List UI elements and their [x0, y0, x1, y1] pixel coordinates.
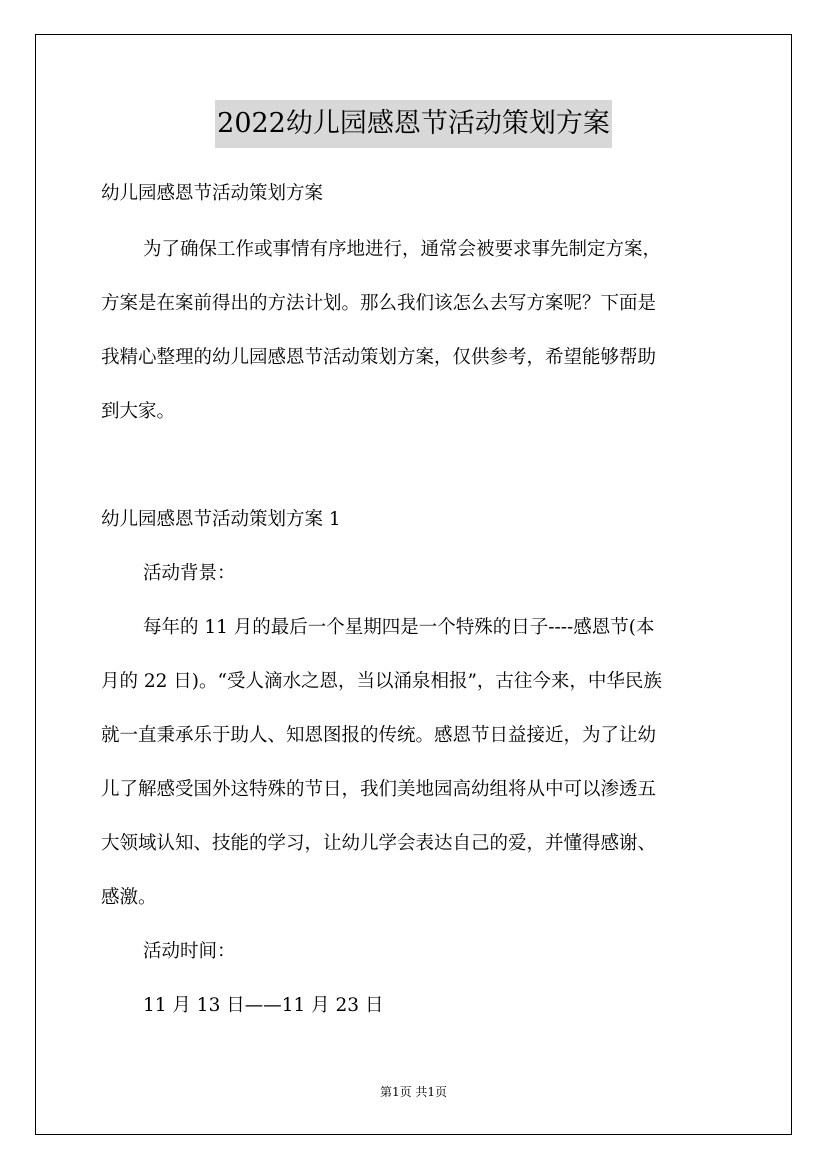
- document-title: 2022幼儿园感恩节活动策划方案: [215, 100, 612, 148]
- paragraph-line: 到大家。: [101, 401, 176, 422]
- subtitle-line: 幼儿园感恩节活动策划方案: [101, 183, 324, 204]
- paragraph-line: 我精心整理的幼儿园感恩节活动策划方案，仅供参考，希望能够帮助: [101, 347, 657, 368]
- paragraph-line: 儿了解感受国外这特殊的节日，我们美地园高幼组将从中可以渗透五: [101, 779, 657, 800]
- section-heading: 幼儿园感恩节活动策划方案 1: [101, 509, 341, 530]
- paragraph-line: 为了确保工作或事情有序地进行，通常会被要求事先制定方案，: [143, 239, 662, 260]
- paragraph-line: 11 月 13 日——11 月 23 日: [143, 995, 384, 1016]
- paragraph-line: 每年的 11 月的最后一个星期四是一个特殊的日子----感恩节(本: [143, 617, 655, 638]
- label-line: 活动时间：: [143, 941, 236, 962]
- paragraph-line: 方案是在案前得出的方法计划。那么我们该怎么去写方案呢？下面是: [101, 293, 657, 314]
- page-footer: 第1页 共1页: [379, 1085, 448, 1099]
- paragraph-line: 感激。: [101, 887, 157, 908]
- title-container: [0, 100, 827, 148]
- label-line: 活动背景：: [143, 563, 236, 584]
- paragraph-line: 月的 22 日)。“受人滴水之恩，当以涌泉相报”，古往今来，中华民族: [101, 671, 662, 692]
- paragraph-line: 大领域认知、技能的学习，让幼儿学会表达自己的爱，并懂得感谢、: [101, 833, 657, 854]
- paragraph-line: 就一直秉承乐于助人、知恩图报的传统。感恩节日益接近，为了让幼: [101, 725, 657, 746]
